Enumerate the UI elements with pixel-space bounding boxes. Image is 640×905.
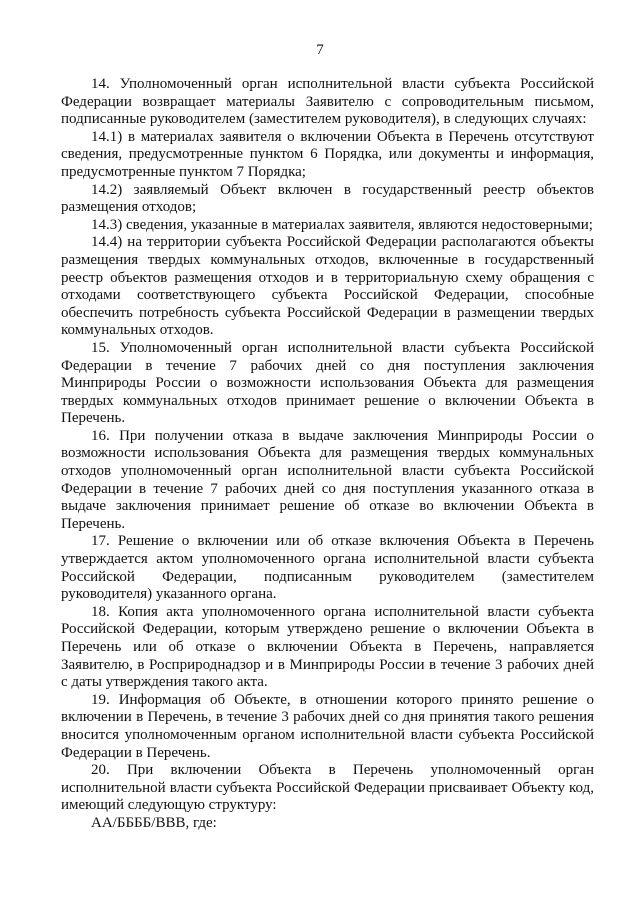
paragraph-14-3: 14.3) сведения, указанные в материалах заявителя, являются недостоверными; (91, 216, 593, 233)
paragraph-14-4: 14.4) на территории субъекта Российской Федерации располагаются объекты размещения твердых коммунальных отходов, включенные в государственный реестр объектов размещения отходов и в территориальную схему обращения с отходами соответствующего субъекта Российской Федерации, способные обеспечить потребность субъекта Российской Федерации в размещении твердых коммунальных отходов. (61, 234, 594, 339)
paragraph-16: 16. При получении отказа в выдаче заключения Минприроды России о возможности использования Объекта для размещения твердых коммунальных отходов уполномоченный орган исполнительной власти субъекта Российской Федерации в течение 7 рабочих дней со дня поступления указанного отказа в выдаче заключения принимает решение об отказе во включении Объекта в Перечень. (61, 427, 594, 532)
paragraph-18: 18. Копия акта уполномоченного органа исполнительной власти субъекта Российской Федерации, которым утверждено решение о включении Объекта в Перечень или об отказе о включении Объекта в Перечень, направляется Заявителю, в Росприроднадзор и в Минприроды России в течение 3 рабочих дней с даты утверждения такого акта. (61, 603, 594, 691)
paragraph-14-1: 14.1) в материалах заявителя о включении Объекта в Перечень отсутствуют сведения, предусмотренные пунктом 6 Порядка, или документы и информация, предусмотренные пунктом 7 Порядка; (61, 128, 594, 180)
paragraph-15: 15. Уполномоченный орган исполнительной власти субъекта Российской Федерации в течение 7 рабочих дней со дня поступления заключения Минприроды России о возможности использования Объекта для размещения твердых коммунальных отходов принимает решение о включении Объекта в Перечень. (61, 339, 594, 427)
document-body (61, 76, 594, 833)
paragraph-17: 17. Решение о включении или об отказе включения Объекта в Перечень утверждается актом уполномоченного органа исполнительной власти субъекта Российской Федерации, подписанным руководителем (заместителем руководителя) указанного органа. (61, 533, 594, 603)
paragraph-19: 19. Информация об Объекте, в отношении которого принято решение о включении в Перечень, в течение 3 рабочих дней со дня принятия такого решения вносится уполномоченным органом исполнительной власти субъекта Российской Федерации в Перечень. (61, 691, 594, 761)
page-number: 7 (316, 42, 324, 58)
paragraph-14: 14. Уполномоченный орган исполнительной власти субъекта Российской Федерации возвращает материалы Заявителю с сопроводительным письмом, подписанные руководителем (заместителем руководителя), в следующих случаях: (61, 76, 594, 128)
paragraph-14-2: 14.2) заявляемый Объект включен в государственный реестр объектов размещения отходов; (61, 181, 594, 216)
paragraph-20: 20. При включении Объекта в Перечень уполномоченный орган исполнительной власти субъекта Российской Федерации присваивает Объекту код, имеющий следующую структуру: (61, 762, 594, 814)
code-structure-line: АА/ББББ/ВВВ, где: (91, 814, 217, 831)
